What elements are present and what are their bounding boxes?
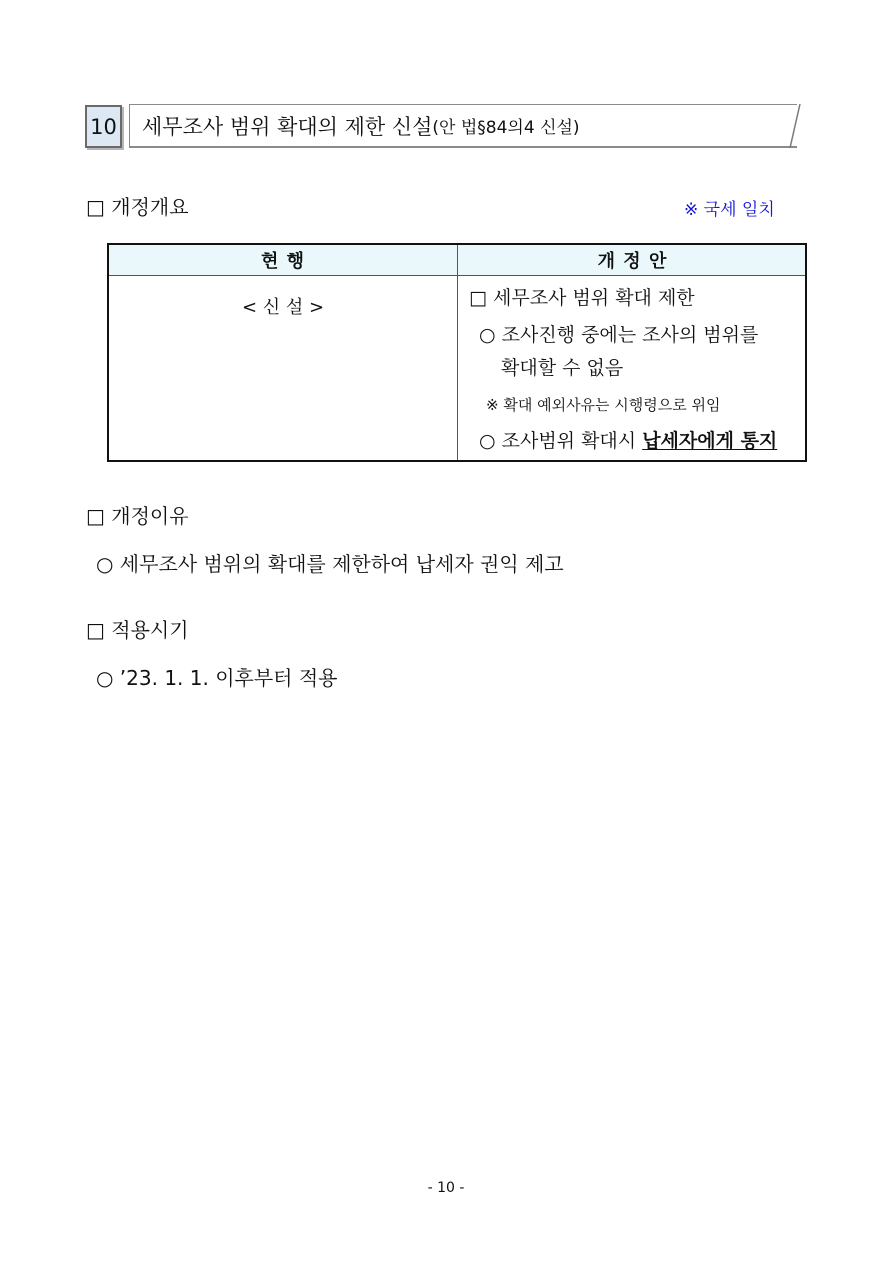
proposed-heading: □ 세무조사 범위 확대 제한 bbox=[469, 287, 695, 309]
section-number: 10 bbox=[90, 114, 117, 139]
proposed-item-2-prefix: ○ 조사범위 확대시 bbox=[479, 430, 643, 452]
proposed-item-2-emphasis: 납세자에게 통지 bbox=[642, 430, 778, 452]
section-title-box bbox=[129, 104, 797, 148]
comparison-table bbox=[107, 243, 807, 462]
header-proposed: 개 정 안 bbox=[597, 251, 668, 272]
proposed-item-1-line-2: 확대할 수 없음 bbox=[501, 357, 624, 379]
effective-text: ○ ’23. 1. 1. 이후부터 적용 bbox=[96, 666, 338, 690]
header-current: 현 행 bbox=[260, 251, 306, 272]
reason-text: ○ 세무조사 범위의 확대를 제한하여 납세자 권익 제고 bbox=[96, 552, 564, 576]
section-subtitle: (안 법§84의4 신설) bbox=[432, 118, 580, 138]
overview-heading: □ 개정개요 bbox=[86, 195, 189, 219]
page-number: - 10 - bbox=[427, 1180, 465, 1196]
proposed-note: ※ 확대 예외사유는 시행령으로 위임 bbox=[486, 396, 721, 414]
current-cell-text: < 신 설 > bbox=[241, 297, 325, 318]
overview-note: ※ 국세 일치 bbox=[684, 200, 775, 220]
effective-heading: □ 적용시기 bbox=[86, 618, 189, 642]
proposed-item-1-line-1: ○ 조사진행 중에는 조사의 범위를 bbox=[479, 324, 759, 346]
table-column-divider bbox=[457, 245, 458, 460]
reason-heading: □ 개정이유 bbox=[86, 504, 189, 528]
proposed-item-2 bbox=[479, 426, 777, 453]
section-number-badge bbox=[85, 105, 122, 148]
section-title: 세무조사 범위 확대의 제한 신설 bbox=[142, 114, 433, 139]
title-box-slash-decoration bbox=[786, 103, 802, 149]
